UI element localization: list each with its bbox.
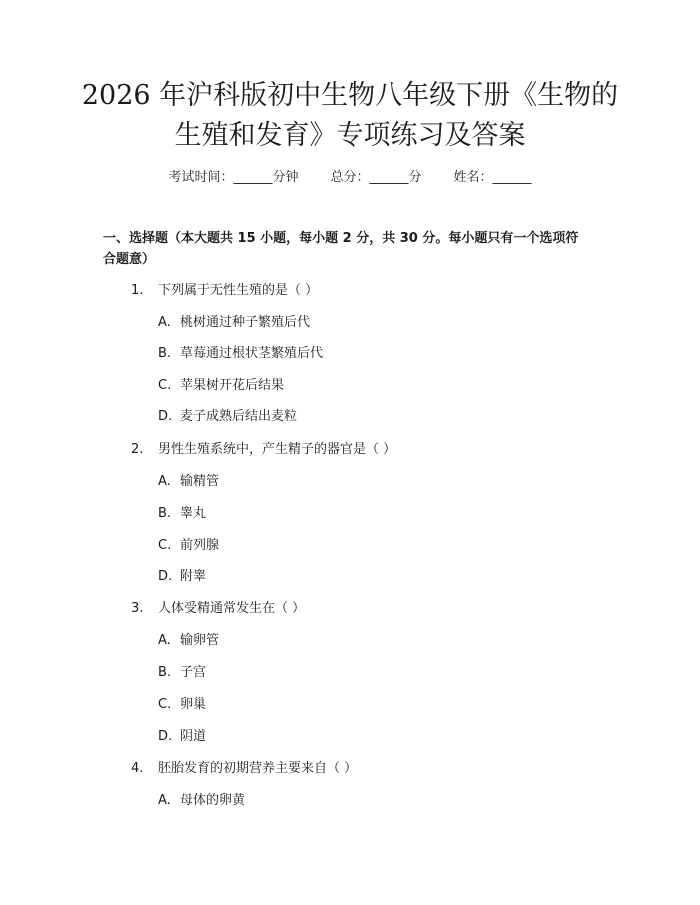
option-letter: A.	[158, 793, 171, 808]
question-3	[131, 599, 305, 619]
option-letter: C.	[158, 697, 172, 712]
option-1d	[158, 407, 297, 427]
option-text: 母体的卵黄	[180, 793, 246, 808]
option-letter: B.	[158, 506, 172, 521]
option-text: 输卵管	[180, 633, 220, 648]
option-text: 苹果树开花后结果	[180, 378, 285, 393]
student-name-field: 姓名：______	[453, 170, 532, 185]
total-score: 总分：______分	[330, 170, 422, 185]
question-2	[131, 440, 396, 460]
option-letter: A.	[158, 474, 171, 489]
option-letter: A.	[158, 633, 171, 648]
option-text: 阴道	[180, 729, 207, 744]
option-text: 输精管	[180, 474, 220, 489]
question-text: 下列属于无性生殖的是（ ）	[158, 283, 319, 298]
option-3b	[158, 663, 206, 683]
document-title	[60, 76, 640, 156]
option-1c	[158, 376, 284, 396]
exam-info	[0, 168, 700, 188]
option-2b	[158, 504, 206, 524]
option-text: 睾丸	[180, 506, 207, 521]
section-heading-line-2: 合题意）	[103, 252, 156, 267]
option-text: 子宫	[180, 665, 207, 680]
option-text: 前列腺	[180, 538, 220, 553]
option-text: 桃树通过种子繁殖后代	[180, 315, 311, 330]
option-3c	[158, 695, 206, 715]
option-3d	[158, 727, 206, 747]
option-letter: D.	[158, 409, 173, 424]
option-4a	[158, 791, 245, 811]
question-text: 胚胎发育的初期营养主要来自（ ）	[158, 761, 358, 776]
option-2a	[158, 472, 219, 492]
option-letter: C.	[158, 538, 172, 553]
option-letter: B.	[158, 665, 172, 680]
question-number: 3.	[131, 601, 144, 616]
option-1a	[158, 313, 310, 333]
section-heading	[103, 228, 603, 270]
question-1	[131, 281, 318, 301]
question-text: 人体受精通常发生在（ ）	[158, 601, 306, 616]
question-number: 4.	[131, 761, 144, 776]
title-line-1: 2026 年沪科版初中生物八年级下册《生物的	[81, 80, 619, 111]
option-1b	[158, 344, 323, 364]
option-letter: D.	[158, 569, 173, 584]
option-letter: B.	[158, 346, 172, 361]
option-3a	[158, 631, 219, 651]
option-text: 草莓通过根状茎繁殖后代	[180, 346, 324, 361]
option-letter: A.	[158, 315, 171, 330]
option-2d	[158, 567, 206, 587]
question-text: 男性生殖系统中，产生精子的器官是（ ）	[158, 442, 397, 457]
option-text: 附睾	[180, 569, 207, 584]
option-letter: C.	[158, 378, 172, 393]
option-2c	[158, 536, 219, 556]
question-number: 1.	[131, 283, 144, 298]
option-text: 卵巢	[180, 697, 207, 712]
option-text: 麦子成熟后结出麦粒	[180, 409, 298, 424]
section-heading-line-1: 一、选择题（本大题共 15 小题，每小题 2 分，共 30 分。每小题只有一个选项符	[103, 231, 579, 246]
option-letter: D.	[158, 729, 173, 744]
title-line-2: 生殖和发育》专项练习及答案	[174, 120, 526, 151]
question-4	[131, 759, 357, 779]
exam-time: 考试时间：______分钟	[168, 170, 299, 185]
question-number: 2.	[131, 442, 144, 457]
